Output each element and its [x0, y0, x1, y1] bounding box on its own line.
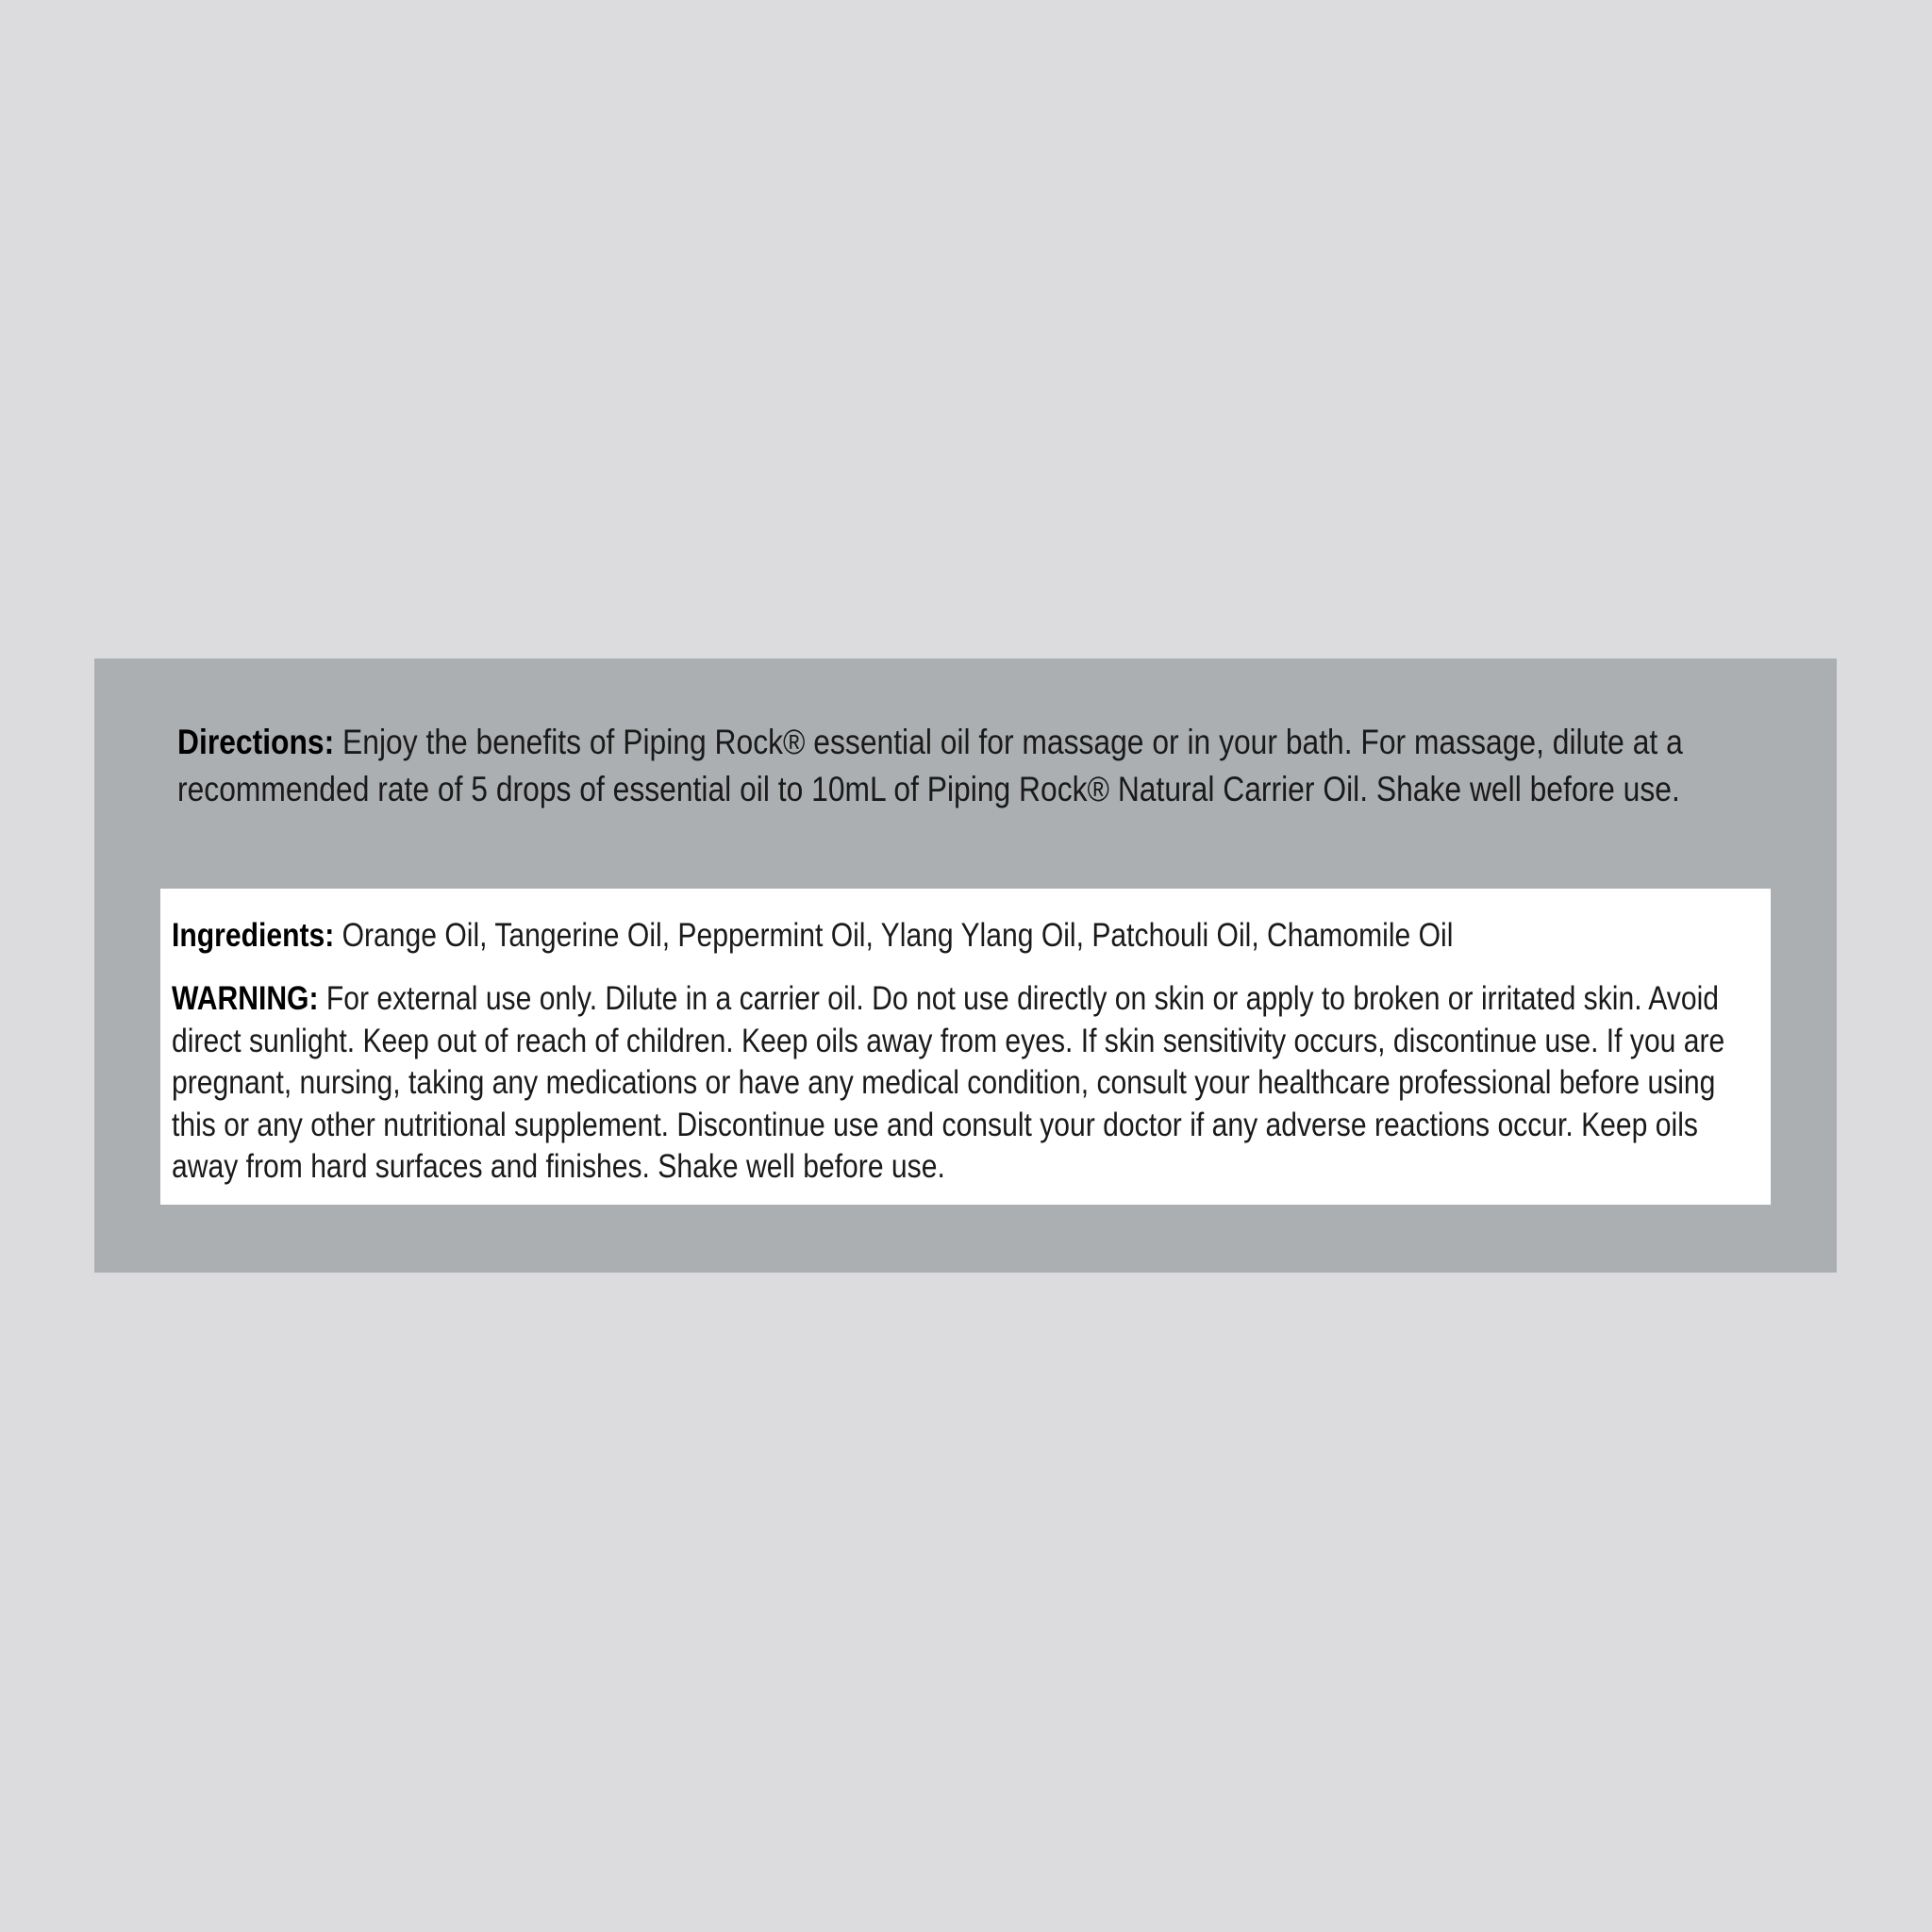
ingredients-paragraph: [172, 915, 1762, 957]
directions-text: Enjoy the benefits of Piping Rock® essential oil for massage or in your bath. For massage, dilute at a recommended rate of 5 drops of essential oil to 10mL of Piping Rock® Natural Carrier Oil. Shake well before use.: [177, 723, 1683, 808]
directions-paragraph: [177, 719, 1780, 813]
warning-text: For external use only. Dilute in a carrier oil. Do not use directly on skin or apply to broken or irritated skin. Avoid direct sunlight. Keep out of reach of children. Keep oils away from eyes. If skin sensitivity occurs, discontinue use. If you are pregnant, nursing, taking any medications or have any medical condition, consult your healthcare professional before using this or any other nutritional supplement. Discontinue use and consult your doctor if any adverse reactions occur. Keep oils away from hard surfaces and finishes. Shake well before use.: [172, 980, 1725, 1185]
ingredients-heading: Ingredients:: [172, 917, 335, 954]
ingredients-warning-box: [160, 889, 1771, 1205]
warning-paragraph: [172, 978, 1762, 1189]
ingredients-text: Orange Oil, Tangerine Oil, Peppermint Oil, Ylang Ylang Oil, Patchouli Oil, Chamomile Oil: [334, 917, 1454, 954]
label-panel: [94, 658, 1837, 1273]
directions-heading: Directions:: [177, 723, 335, 761]
warning-heading: WARNING:: [172, 980, 319, 1017]
